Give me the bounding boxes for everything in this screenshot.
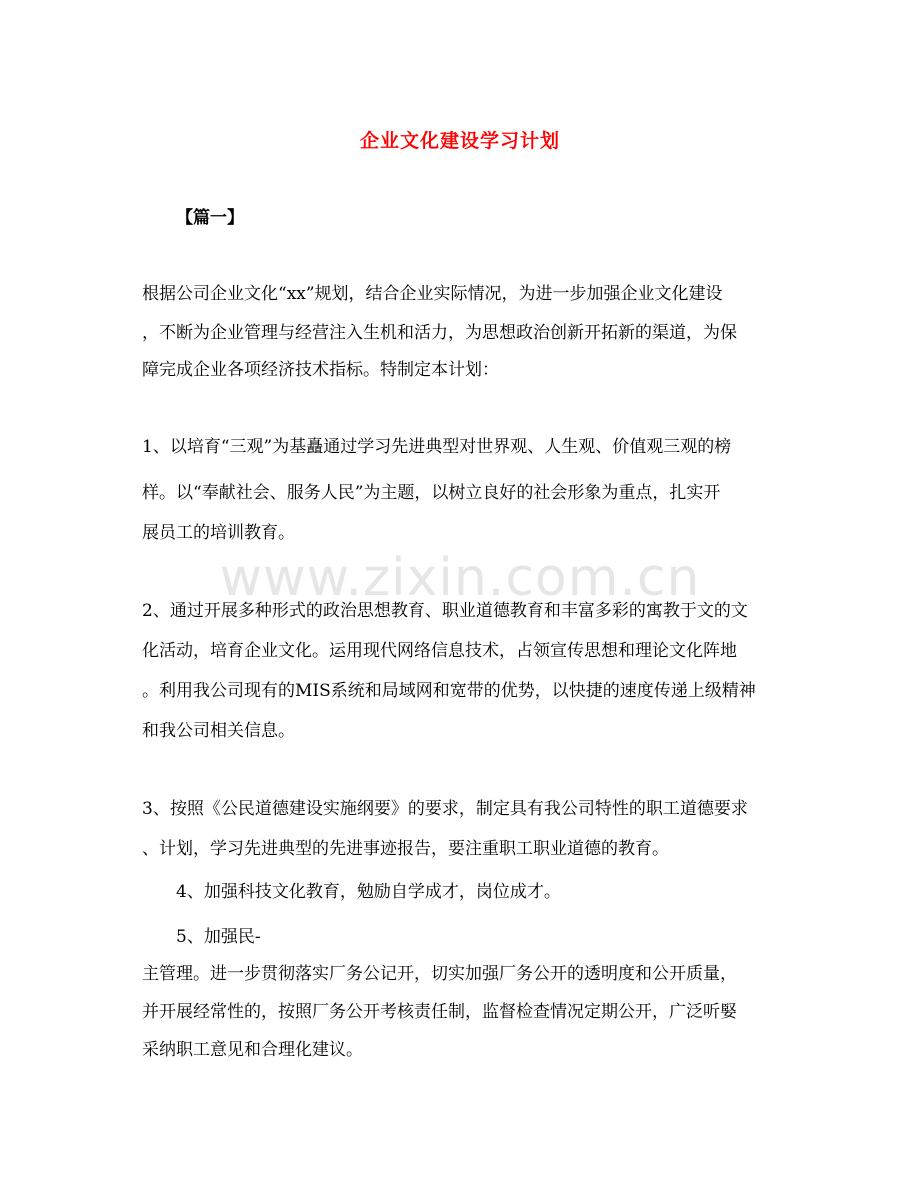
paragraph-line: 主管理。进一步贯彻落实厂务公记开，切实加强厂务公开的透明度和公开质量， bbox=[142, 964, 737, 984]
paragraph-line: 1、以培育“三观”为基矗通过学习先进典型对世界观、人生观、价值观三观的榜 bbox=[142, 437, 732, 457]
watermark: www.zixin.com.cn bbox=[219, 548, 701, 608]
paragraph-line: 。利用我公司现有的MIS系统和局域网和宽带的优势，以快捷的速度传递上级精神 bbox=[142, 681, 756, 701]
paragraph-line: 5、加强民- bbox=[176, 927, 261, 947]
document-title: 企业文化建设学习计划 bbox=[359, 130, 560, 152]
section-label: 【篇一】 bbox=[176, 208, 244, 228]
paragraph-line: 、计划，学习先进典型的先进事迹报告，要注重职工职业道德的教育。 bbox=[142, 839, 669, 859]
paragraph-line: 障完成企业各项经济技术指标。特制定本计划： bbox=[142, 360, 499, 380]
paragraph-line: 展员工的培训教育。 bbox=[142, 523, 295, 543]
paragraph-line: 2、通过开展多种形式的政治思想教育、职业道德教育和丰富多彩的寓教于文的文 bbox=[142, 601, 748, 621]
paragraph-line: 并开展经常性的，按照厂务公开考核责任制，监督检查情况定期公开，广泛听婜 bbox=[142, 1002, 737, 1022]
paragraph-line: 和我公司相关信息。 bbox=[142, 721, 295, 741]
paragraph-line: 化活动，培育企业文化。运用现代网络信息技术，占领宣传思想和理论文化阵地 bbox=[142, 641, 737, 661]
paragraph-line: 样。以“奉献社会、服务人民”为主题，以树立良好的社会形象为重点，扎实开 bbox=[142, 483, 721, 503]
paragraph-line: 4、加强科技文化教育，勉励自学成才，岗位成才。 bbox=[176, 882, 561, 902]
paragraph-line: 采纳职工意见和合理化建议。 bbox=[142, 1040, 363, 1060]
paragraph-line: 3、按照《公民道德建设实施纲要》的要求，制定具有我公司特性的职工道德要求 bbox=[142, 799, 748, 819]
paragraph-line: ，不断为企业管理与经营注入生机和活力，为思想政治创新开拓新的渠道，为保 bbox=[142, 323, 737, 343]
paragraph-line: 根据公司企业文化“xx”规划，结合企业实际情况，为进一步加强企业文化建设 bbox=[142, 284, 723, 304]
